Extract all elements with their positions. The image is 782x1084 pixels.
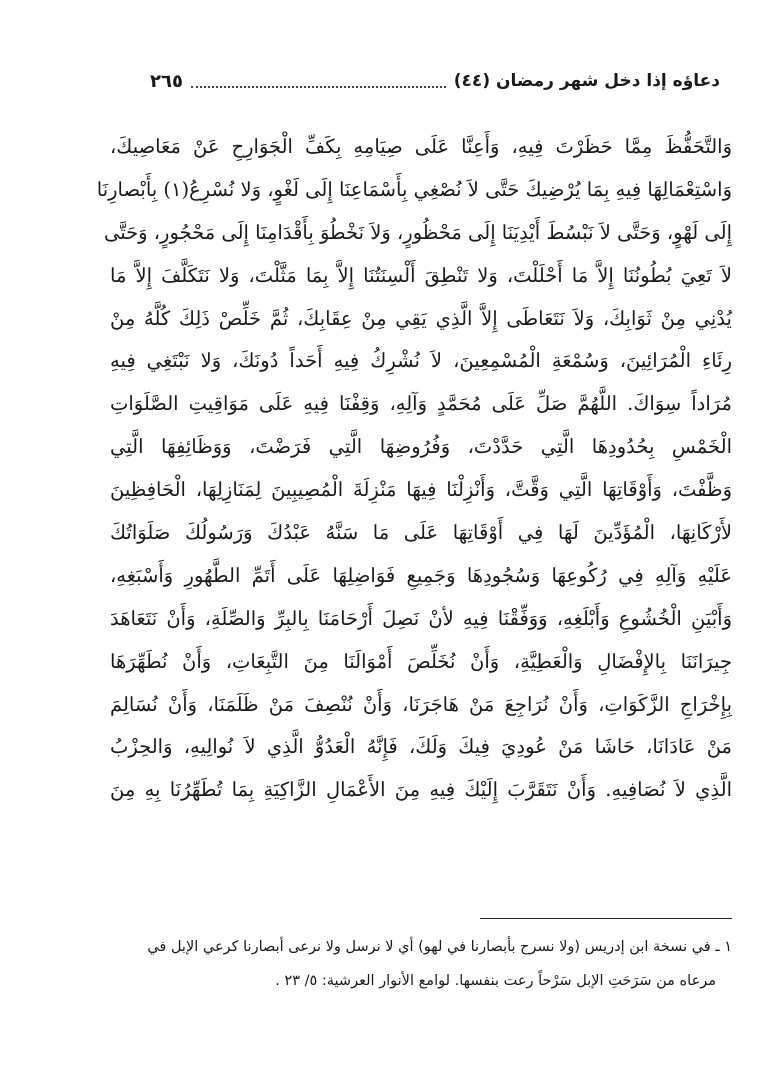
text-line: لأَرْكَانِهَا، الْمُؤَدِّينَ لَهَا فِي أَوْقَاتِهَا عَلَى مَا سَنَّهُ عَبْدُكَ وَرَسُولُكَ صَلَوَاتُكَ: [110, 521, 732, 545]
header-dot-leader: [191, 74, 446, 88]
text-line: وَاسْتِعْمَالِهَا فِيهِ بِمَا يُرْضِيكَ حَتَّى لاَ نُصْغِي بِأَسْمَاعِنَا إِلَى لَغْوٍ، وَلا نُسْرِعُ(١) بِأَبْصارِنَا: [96, 177, 732, 201]
footnotes: [110, 930, 732, 998]
text-line: وَظَّفْتَ، وَأَوْقَاتِهَا الَّتِي وَقَّتَّ، وَأَنْزِلْنَا فِيهَا مَنْزِلَةَ الْمُصِيبِينَ لِمَنَازِلِهَا، الْحَافِظِينَ: [110, 478, 732, 502]
text-line: عَلَيْهِ وَآلِهِ فِي رُكُوعِهَا وَسُجُودِهَا وَجَمِيعِ فَوَاضِلِهَا عَلَى أَتَمِّ الطَّهُورِ وَأَسْبَغِهِ،: [110, 563, 732, 587]
footnote-line: ١ ـ في نسخة ابن إدريس (ولا نسرح بأبصارنا في لهو) أي لا نرسل ولا نرعى أبصارنا كرعي الإبل في: [147, 939, 732, 955]
text-line: مُرَاداً سِوَاكَ. اللَّهُمَّ صَلِّ عَلَى مُحَمَّدٍ وَآلِهِ، وَقِفْنَا فِيهِ عَلَى مَوَاقِيتِ الصَّلَوَاتِ: [110, 392, 732, 416]
text-line: إِلَى لَهْوٍ، وَحَتَّى لاَ نَبْسُطَ أَيْدِيَنَا إِلَى مَحْظُورٍ، وَلاَ نَخْطُوَ بِأَقْدَامِنَا إِلَى مَحْجُورٍ، وَحَتَّى: [103, 220, 732, 244]
text-line: وَأَبْيَنِ الْخُشُوعِ وَأَبْلَغِهِ، وَوَفِّقْنَا فِيهِ لأنْ نَصِلَ أَرْحَامَنَا بِالبِرِّ وَالصِّلَةِ، وَأَنْ نَتَعَاهَدَ: [110, 606, 732, 630]
text-line: الَّذِي لاَ نُصَافِيهِ. وَأَنْ نَتَقَرَّبَ إِلَيْكَ فِيهِ مِنَ الأَعْمَالِ الزَّاكِيَةِ بِمَا تُطَهِّرُنَا بِهِ مِنَ: [110, 778, 732, 802]
text-line: جِيرَانَنَا بِالإِفْضَالِ وَالْعَطِيَّةِ، وَأَنْ نُخَلِّصَ أَمْوَالَنَا مِنَ التَّبِعَاتِ، وَأَنْ نُطَهِّرَهَا: [110, 649, 732, 673]
text-line: يُدْنِي مِنْ ثَوَابِكَ، وَلاَ نَتَعَاطَى إِلاَّ الَّذِي يَقِي مِنْ عِقَابِكَ، ثُمَّ خَلِّصْ ذَلِكَ كُلَّهُ مِنْ: [110, 306, 732, 330]
text-line: مَنْ عَادَانَا، حَاشَا مَنْ عُودِيَ فِيكَ وَلَكَ، فَإِنَّهُ الْعَدُوُّ الَّذِي لاَ نُوالِيهِ، وَالحِزْبُ: [110, 735, 732, 759]
text-line: وَالتَّحَفُّظَ مِمَّا حَظَرْتَ فِيهِ، وَأَعِنَّا عَلَى صِيَامِهِ بِكَفِّ الْجَوَارِحِ عَنْ مَعَاصِيكَ،: [110, 135, 732, 158]
text-line: الْخَمْسِ بِحُدُودِهَا الَّتِي حَدَّدْتَ، وَفُرُوضِهَا الَّتِي فَرَضْتَ، وَوَظَائِفِهَا الَّتِي: [110, 435, 732, 459]
page-number: ٢٦٥: [150, 70, 183, 92]
footnote-line: مرعاه من سَرَحَتِ الإبل سَرْحاً رعت بنفسها. لوامع الأنوار العرشية: ٥/ ٢٣ .: [275, 973, 716, 989]
footnote-separator: [480, 918, 732, 919]
running-header-title: دعاؤه إذا دخل شهر رمضان (٤٤): [453, 71, 720, 91]
text-line: لاَ تَعِيَ بُطُونُنَا إِلاَّ مَا أَحْلَلْتَ، وَلا تَنْطِقَ أَلْسِنَتُنَا إِلاَّ بِمَا مَثَّلْتَ، وَلا نَتَكَلَّفَ إِلاَّ مَا: [110, 263, 732, 287]
text-line: رِئَاءِ الْمُرَائِينَ، وَسُمْعَةِ الْمُسْمِعِينَ، لاَ نُشْرِكُ فِيهِ أَحَداً دُونَكَ، وَلا نَبْتَغِي فِيهِ: [110, 349, 732, 373]
text-line: بِإِخْرَاجِ الزَّكَوَاتِ، وَأَنْ نُرَاجِعَ مَنْ هَاجَرَنَا، وَأَنْ نُنْصِفَ مَنْ ظَلَمَنَا، وَأَنْ نُسَالِمَ: [110, 692, 732, 716]
running-header: [150, 66, 720, 96]
supplication-text: [96, 126, 732, 812]
